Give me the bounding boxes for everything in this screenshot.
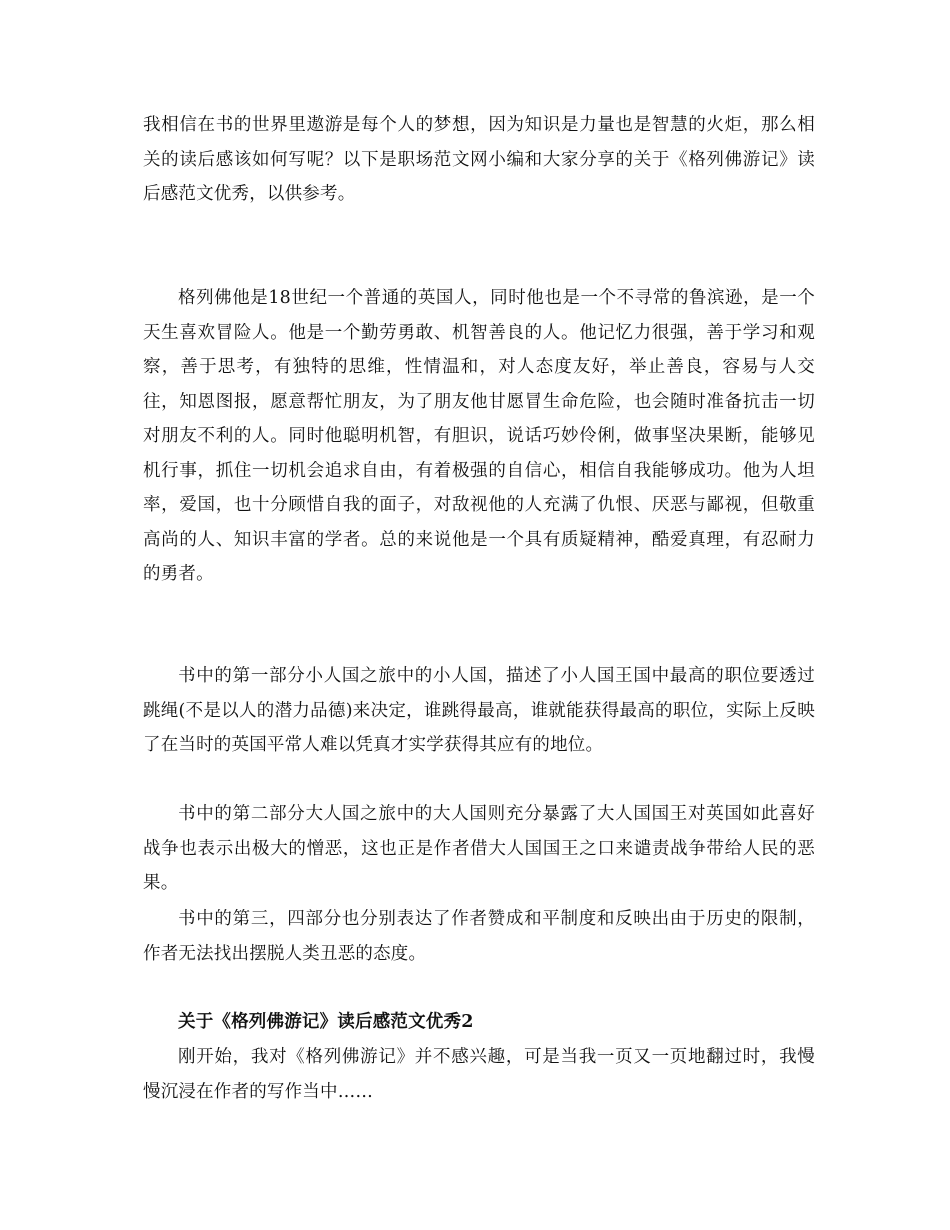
body-paragraph-2: 书中的第一部分小人国之旅中的小人国，描述了小人国王国中最高的职位要透过跳绳(不是以人的潜力品德)来决定，谁跳得最高，谁就能获得最高的职位，实际上反映了在当时的英国平常人难以凭真才实学获得其应有的地位。 — [143, 666, 815, 755]
intro-paragraph: 我相信在书的世界里遨游是每个人的梦想，因为知识是力量也是智慧的火炬，那么相关的读后感该如何写呢？以下是职场范文网小编和大家分享的关于《格列佛游记》读后感范文优秀，以供参考。 — [143, 115, 815, 204]
body-paragraph-3: 书中的第二部分大人国之旅中的大人国则充分暴露了大人国国王对英国如此喜好战争也表示出极大的憎恶，这也正是作者借大人国国王之口来谴责战争带给人民的恶果。 — [143, 804, 815, 893]
body-paragraph-1: 格列佛他是18世纪一个普通的英国人，同时他也是一个不寻常的鲁滨逊，是一个天生喜欢冒险人。他是一个勤劳勇敢、机智善良的人。他记忆力很强，善于学习和观察，善于思考，有独特的思维，性情温和，对人态度友好，举止善良，容易与人交往，知恩图报，愿意帮忙朋友，为了朋友他甘愿冒生命危险，也会随时准备抗击一切对朋友不利的人。同时他聪明机智，有胆识，说话巧妙伶俐，做事坚决果断，能够见机行事，抓住一切机会追求自由，有着极强的自信心，相信自我能够成功。他为人坦率，爱国，也十分顾惜自我的面子，对敌视他的人充满了仇恨、厌恶与鄙视，但敬重高尚的人、知识丰富的学者。总的来说他是一个具有质疑精神，酷爱真理，有忍耐力的勇者。 — [143, 288, 815, 584]
section-heading-2: 关于《格列佛游记》读后感范文优秀2 — [178, 1012, 474, 1032]
body-paragraph-4: 书中的第三，四部分也分别表达了作者赞成和平制度和反映出由于历史的限制，作者无法找出摆脱人类丑恶的态度。 — [143, 909, 815, 964]
body-paragraph-5: 刚开始，我对《格列佛游记》并不感兴趣，可是当我一页又一页地翻过时，我慢慢沉浸在作者的写作当中…… — [143, 1047, 815, 1102]
